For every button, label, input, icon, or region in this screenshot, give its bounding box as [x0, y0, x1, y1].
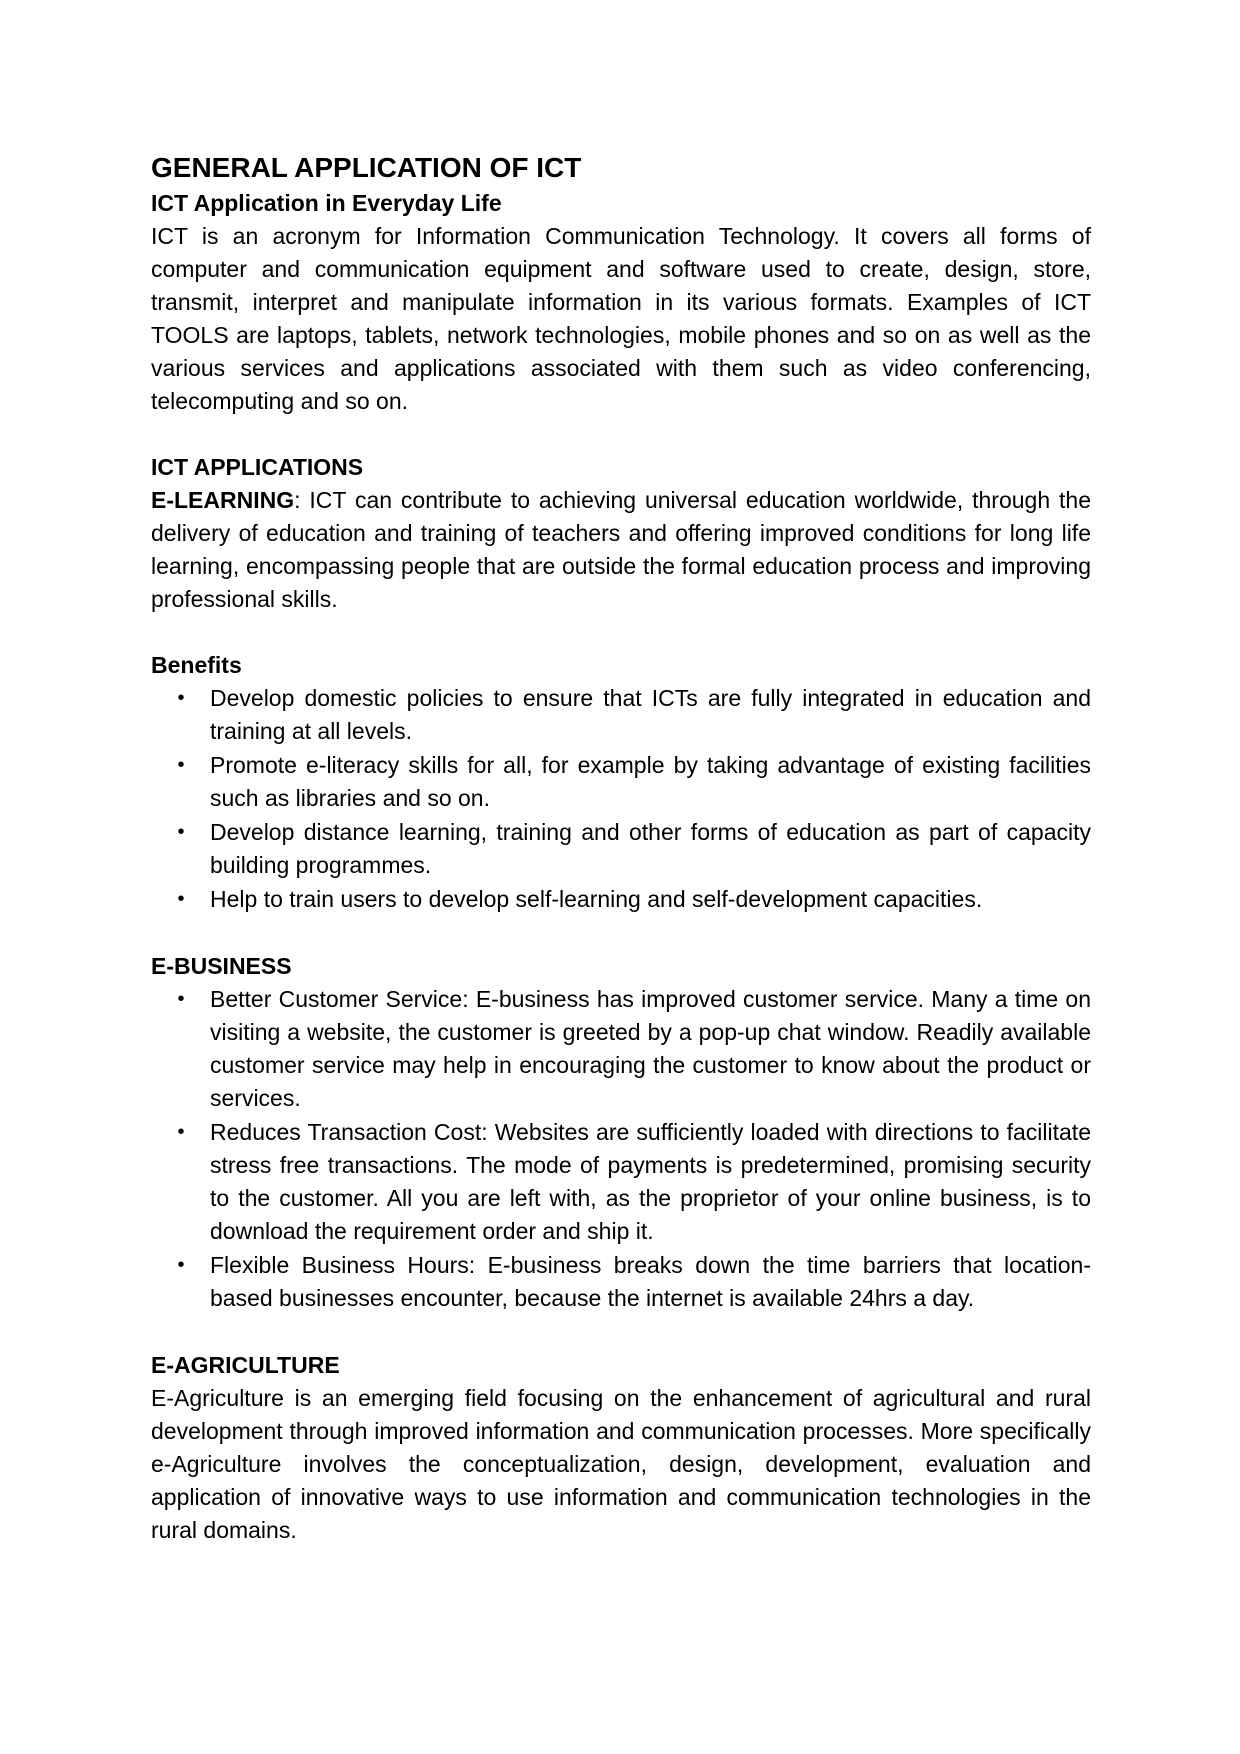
eagriculture-paragraph: E-Agriculture is an emerging field focusing on the enhancement of agricultural and rural development through improved information and communication processes. More specifically e-Agriculture involves the conceptualization, design, development, evaluation and application of innovative ways to use information and communication technologies in the rural domains. — [151, 1385, 1091, 1543]
list-item — [151, 816, 1091, 882]
list-item-text: Reduces Transaction Cost: Websites are sufficiently loaded with directions to facilitate stress free transactions. The mode of payments is predetermined, promising security to the customer. All you are left with, as the proprietor of your online business, is to download the requirement order and ship it. — [210, 1119, 1091, 1244]
intro-paragraph: ICT is an acronym for Information Communication Technology. It covers all forms of computer and communication equipment and software used to create, design, store, transmit, interpret and manipulate information in its various formats. Examples of ICT TOOLS are laptops, tablets, network technologies, mobile phones and so on as well as the various services and applications associated with them such as video conferencing, telecomputing and so on. — [151, 223, 1091, 414]
document-content — [151, 149, 1091, 1547]
list-item — [151, 883, 1091, 916]
spacer — [151, 616, 1091, 649]
list-item — [151, 749, 1091, 815]
list-item-text: Help to train users to develop self-learning and self-development capacities. — [210, 886, 983, 912]
eagriculture-heading: E-AGRICULTURE — [151, 1352, 340, 1378]
list-item-text: Develop domestic policies to ensure that ICTs are fully integrated in education and training at all levels. — [210, 685, 1091, 744]
ebusiness-list — [151, 983, 1091, 1315]
list-item — [151, 682, 1091, 748]
spacer — [151, 917, 1091, 950]
bullet-icon: • — [177, 888, 185, 910]
list-item-text: Better Customer Service: E-business has improved customer service. Many a time on visiting a website, the customer is greeted by a pop-up chat window. Readily available customer service may help in encouraging the customer to know about the product or services. — [210, 986, 1091, 1111]
list-item — [151, 1249, 1091, 1315]
bullet-icon: • — [177, 821, 185, 843]
elearning-label: E-LEARNING — [151, 487, 295, 513]
bullet-icon: • — [177, 754, 185, 776]
list-item-text: Develop distance learning, training and other forms of education as part of capacity building programmes. — [210, 819, 1091, 878]
bullet-icon: • — [177, 988, 185, 1010]
benefits-list — [151, 682, 1091, 916]
benefits-heading: Benefits — [151, 652, 242, 678]
elearning-text: : ICT can contribute to achieving universal education worldwide, through the delivery of education and training of teachers and offering improved conditions for long life learning, encompassing people that are outside the formal education process and improving professional skills. — [151, 487, 1091, 612]
applications-heading: ICT APPLICATIONS — [151, 454, 364, 480]
list-item-text: Promote e-literacy skills for all, for example by taking advantage of existing facilities such as libraries and so on. — [210, 752, 1091, 811]
spacer — [151, 1316, 1091, 1349]
ebusiness-heading: E-BUSINESS — [151, 953, 292, 979]
bullet-icon: • — [177, 687, 185, 709]
document-title: GENERAL APPLICATION OF ICT — [151, 152, 582, 183]
spacer — [151, 418, 1091, 451]
bullet-icon: • — [177, 1254, 185, 1276]
intro-heading: ICT Application in Everyday Life — [151, 190, 502, 216]
bullet-icon: • — [177, 1121, 185, 1143]
elearning-paragraph — [151, 484, 1091, 616]
list-item — [151, 1116, 1091, 1248]
list-item-text: Flexible Business Hours: E-business breaks down the time barriers that location-based businesses encounter, because the internet is available 24hrs a day. — [210, 1252, 1091, 1311]
list-item — [151, 983, 1091, 1115]
